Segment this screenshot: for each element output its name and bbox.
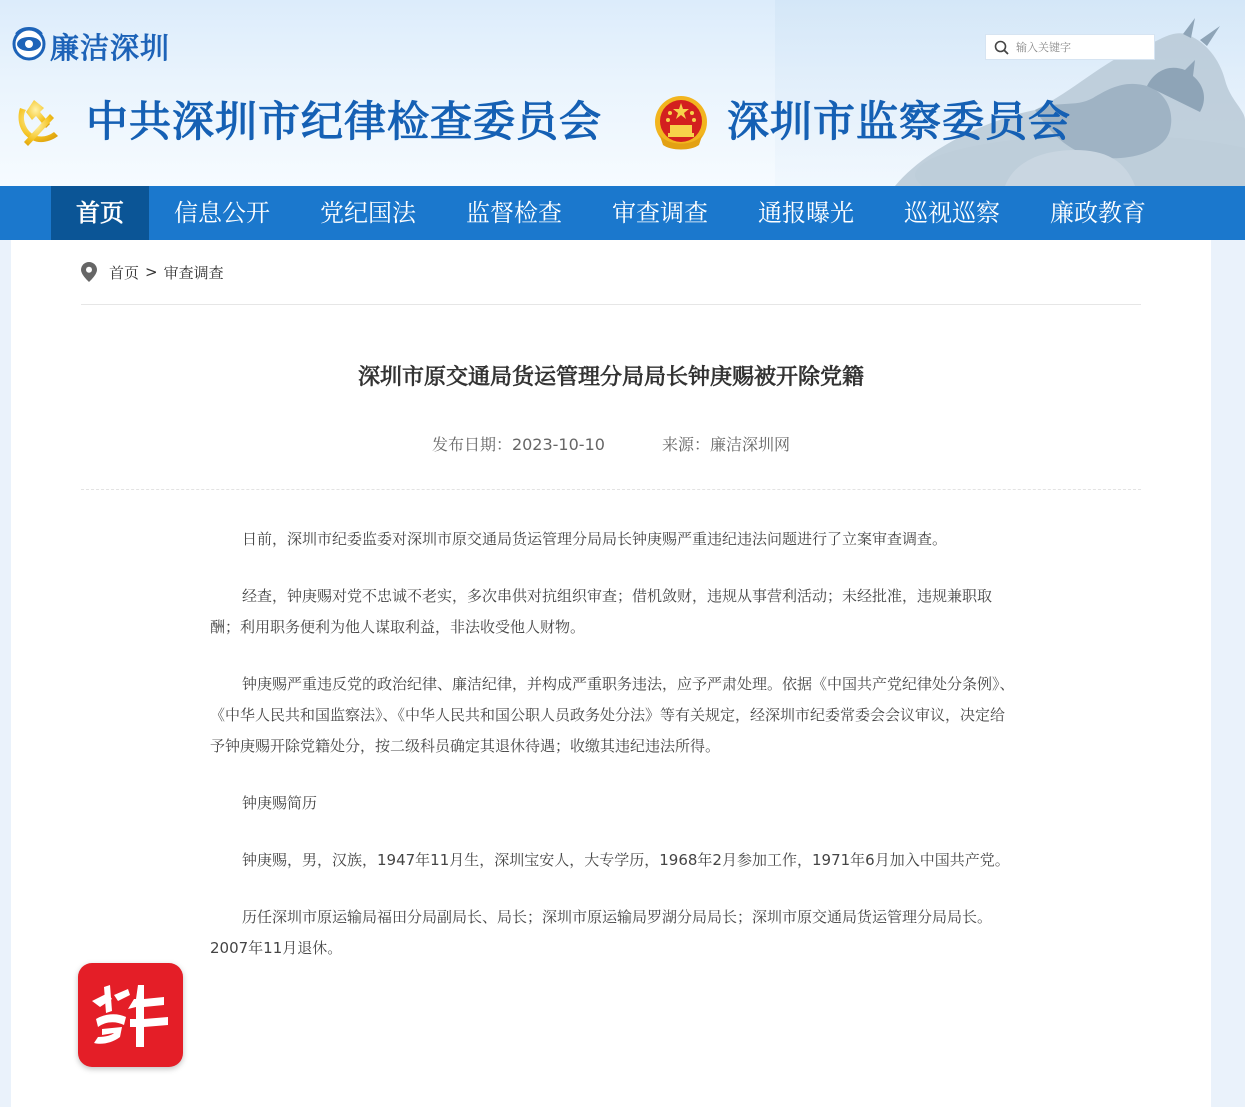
nav-item-notification-exposure[interactable]: 通报曝光	[758, 199, 854, 227]
nav-item-home[interactable]: 首页	[51, 186, 149, 240]
main-nav	[0, 186, 1245, 240]
national-emblem-icon	[653, 93, 709, 151]
article-meta	[11, 433, 1211, 457]
nav-item-integrity-education[interactable]: 廉政教育	[1050, 199, 1146, 227]
ziniu-app-badge[interactable]	[78, 963, 183, 1067]
divider	[81, 489, 1141, 491]
article-paragraph: 日前，深圳市纪委监委对深圳市原交通局货运管理分局局长钟庚赐严重违纪违法问题进行了立案审查调查。	[242, 530, 948, 548]
party-committee-title: 中共深圳市纪律检查委员会	[86, 97, 603, 146]
article-body	[210, 524, 1015, 990]
ziniu-app-badge-icon	[78, 963, 183, 1067]
article-paragraph: 钟庚赐，男，汉族，1947年11月生，深圳宝安人，大专学历，1968年2月参加工作，1971年6月加入中国共产党。	[242, 851, 1010, 869]
breadcrumb-home-link[interactable]: 首页	[109, 263, 140, 282]
supervision-committee-title: 深圳市监察委员会	[727, 97, 1072, 146]
article-paragraph: 历任深圳市原运输局福田分局副局长、局长；深圳市原运输局罗湖分局局长；深圳市原交通局货运管理分局局长。2007年11月退休。	[210, 908, 993, 957]
article-paragraph: 钟庚赐简历	[242, 794, 318, 812]
publish-date: 发布日期：2023-10-10	[431, 435, 605, 454]
article-paragraph: 经查，钟庚赐对党不忠诚不老实，多次串供对抗组织审查；借机敛财，违规从事营利活动；未经批准，违规兼职取酬；利用职务便利为他人谋取利益，非法收受他人财物。	[210, 587, 993, 636]
location-pin-icon	[81, 262, 97, 282]
nav-item-info-disclosure[interactable]: 信息公开	[174, 199, 270, 227]
nav-item-review-investigation[interactable]: 审查调查	[612, 199, 708, 227]
search-icon[interactable]	[994, 40, 1009, 55]
nav-item-party-discipline-law[interactable]: 党纪国法	[320, 199, 416, 227]
site-header	[0, 0, 1245, 186]
article-title: 深圳市原交通局货运管理分局局长钟庚赐被开除党籍	[357, 365, 864, 390]
article-paragraph: 钟庚赐严重违反党的政治纪律、廉洁纪律，并构成严重职务违法，应予严肃处理。依据《中国共产党纪律处分条例》、《中华人民共和国监察法》、《中华人民共和国公职人员政务处分法》等有关规定，经深圳市纪委常委会会议审议，决定给予钟庚赐开除党籍处分，按二级科员确定其退休待遇；收缴其违纪违法所得。	[210, 675, 1015, 755]
article-source: 来源：廉洁深圳网	[662, 435, 791, 454]
article-container	[11, 240, 1211, 1107]
search-input[interactable]	[1016, 37, 1146, 57]
party-emblem-icon	[10, 94, 66, 150]
breadcrumb	[81, 262, 224, 282]
nav-item-supervision-inspection[interactable]: 监督检查	[466, 199, 562, 227]
breadcrumb-current-link[interactable]: 审查调查	[163, 263, 224, 282]
breadcrumb-separator: >	[145, 263, 158, 281]
divider	[81, 304, 1141, 305]
site-logo-text[interactable]: 廉洁深圳	[50, 31, 171, 65]
bull-sculpture-banner-icon	[775, 0, 1245, 186]
nav-item-patrol-inspection[interactable]: 巡视巡察	[904, 199, 1000, 227]
lianjie-shenzhen-logo-icon	[12, 24, 46, 64]
search-box	[985, 34, 1155, 60]
